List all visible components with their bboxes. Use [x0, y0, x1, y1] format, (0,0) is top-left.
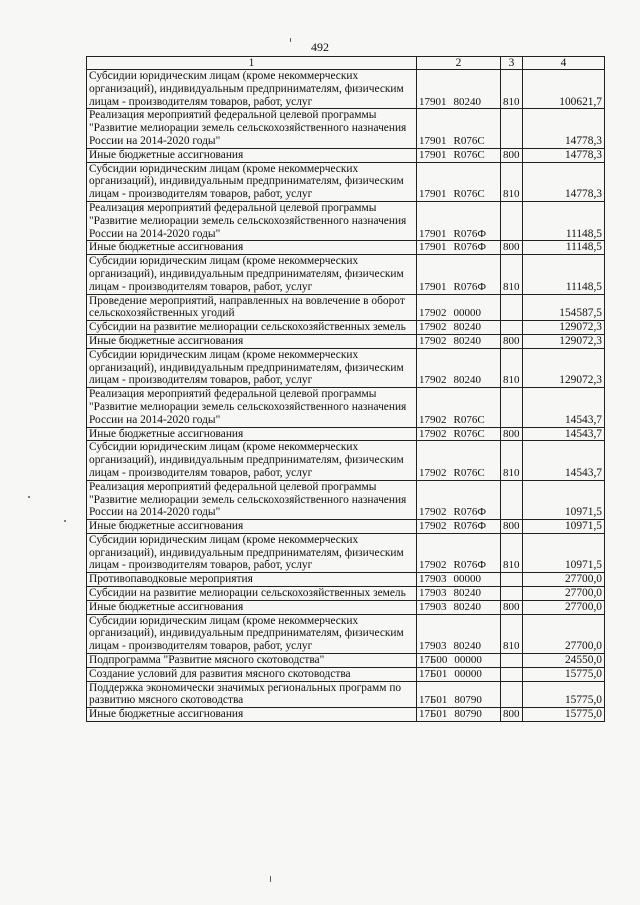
row-amount: 10971,5	[523, 533, 605, 572]
row-code	[417, 109, 501, 148]
row-amount: 14543,7	[523, 441, 605, 480]
row-code	[417, 533, 501, 572]
row-name: Реализация мероприятий федеральной целевой программы "Развитие мелиорации земель сельскохозяйственного назначения России на 2014-2020 годы"	[87, 388, 417, 427]
row-code-program: 17902	[419, 506, 447, 519]
row-name: Субсидии юридическим лицам (кроме некоммерческих организаций), индивидуальным предпринимателям, физическим лицам - производителям товаров, работ, услуг	[87, 162, 417, 201]
row-code-direction: R076C	[453, 188, 485, 201]
row-expense-type	[501, 201, 523, 240]
table-row	[87, 614, 605, 653]
row-expense-type	[501, 388, 523, 427]
row-name: Иные бюджетные ассигнования	[87, 427, 417, 441]
row-code	[417, 162, 501, 201]
row-amount: 129072,3	[523, 334, 605, 348]
row-expense-type: 810	[501, 614, 523, 653]
row-name: Реализация мероприятий федеральной целевой программы "Развитие мелиорации земель сельскохозяйственного назначения России на 2014-2020 годы"	[87, 201, 417, 240]
row-code-program: 17901	[419, 148, 447, 161]
table-row	[87, 109, 605, 148]
row-code	[417, 255, 501, 294]
table-row	[87, 427, 605, 441]
row-code-program: 17901	[419, 134, 447, 147]
row-code-direction: 00000	[453, 307, 481, 320]
row-name: Поддержка экономически значимых региональных программ по развитию мясного скотоводства	[87, 681, 417, 708]
row-amount: 154587,5	[523, 294, 605, 321]
row-expense-type: 800	[501, 148, 523, 162]
row-code	[417, 654, 501, 668]
row-expense-type	[501, 573, 523, 587]
row-name: Подпрограмма "Развитие мясного скотоводства"	[87, 654, 417, 668]
row-code-direction: 00000	[454, 654, 482, 667]
row-code-direction: 80240	[453, 600, 481, 613]
row-expense-type: 810	[501, 348, 523, 387]
row-code-direction: R076Ф	[453, 559, 487, 572]
row-expense-type	[501, 321, 523, 335]
row-name: Иные бюджетные ассигнования	[87, 334, 417, 348]
budget-table	[86, 56, 605, 722]
row-code-direction: R076C	[453, 134, 485, 147]
row-name: Субсидии юридическим лицам (кроме некоммерческих организаций), индивидуальным предпринимателям, физическим лицам - производителям товаров, работ, услуг	[87, 255, 417, 294]
table-row	[87, 201, 605, 240]
column-header-2: 2	[417, 57, 501, 70]
row-amount: 100621,7	[523, 70, 605, 109]
column-header-4: 4	[523, 57, 605, 70]
row-code-direction: R076Ф	[453, 280, 487, 293]
row-expense-type	[501, 480, 523, 519]
row-code	[417, 441, 501, 480]
table-row	[87, 667, 605, 681]
row-name: Субсидии на развитие мелиорации сельскохозяйственных земель	[87, 587, 417, 601]
row-amount: 11148,5	[523, 255, 605, 294]
row-code	[417, 573, 501, 587]
row-code-direction: 80240	[453, 374, 481, 387]
row-amount: 27700,0	[523, 587, 605, 601]
row-amount: 27700,0	[523, 600, 605, 614]
row-expense-type	[501, 587, 523, 601]
row-code	[417, 201, 501, 240]
table-row	[87, 708, 605, 722]
row-amount: 14778,3	[523, 148, 605, 162]
row-name: Субсидии юридическим лицам (кроме некоммерческих организаций), индивидуальным предпринимателям, физическим лицам - производителям товаров, работ, услуг	[87, 533, 417, 572]
row-code-direction: 80790	[454, 708, 482, 721]
row-code	[417, 348, 501, 387]
row-amount: 14543,7	[523, 388, 605, 427]
row-name: Реализация мероприятий федеральной целевой программы "Развитие мелиорации земель сельскохозяйственного назначения России на 2014-2020 годы"	[87, 480, 417, 519]
table-row	[87, 388, 605, 427]
row-amount: 27700,0	[523, 614, 605, 653]
row-expense-type	[501, 109, 523, 148]
row-amount: 129072,3	[523, 321, 605, 335]
row-name: Иные бюджетные ассигнования	[87, 148, 417, 162]
row-code-program: 17902	[419, 321, 447, 334]
row-amount: 10971,5	[523, 520, 605, 534]
row-expense-type	[501, 294, 523, 321]
table-row	[87, 334, 605, 348]
row-amount: 14543,7	[523, 427, 605, 441]
row-amount: 15775,0	[523, 708, 605, 722]
row-name: Субсидии на развитие мелиорации сельскохозяйственных земель	[87, 321, 417, 335]
row-code-direction: 80240	[453, 587, 481, 600]
table-row	[87, 480, 605, 519]
row-name: Субсидии юридическим лицам (кроме некоммерческих организаций), индивидуальным предпринимателям, физическим лицам - производителям товаров, работ, услуг	[87, 441, 417, 480]
row-code-program: 17Б01	[419, 694, 448, 707]
row-code-program: 17902	[419, 307, 447, 320]
row-code	[417, 427, 501, 441]
row-name: Иные бюджетные ассигнования	[87, 241, 417, 255]
row-code-program: 17903	[419, 587, 447, 600]
row-code	[417, 148, 501, 162]
row-expense-type: 810	[501, 255, 523, 294]
row-code-program: 17902	[419, 520, 447, 533]
row-code	[417, 334, 501, 348]
row-code-program: 17902	[419, 334, 447, 347]
row-code-direction: 80240	[453, 334, 481, 347]
scan-dot	[290, 38, 291, 42]
row-code-program: 17903	[419, 573, 447, 586]
row-code-direction: R076C	[453, 466, 485, 479]
row-name: Противопаводковые мероприятия	[87, 573, 417, 587]
row-code	[417, 241, 501, 255]
row-expense-type: 800	[501, 334, 523, 348]
row-expense-type: 810	[501, 162, 523, 201]
row-code-direction: R076Ф	[453, 227, 487, 240]
table-row	[87, 441, 605, 480]
row-amount: 15775,0	[523, 667, 605, 681]
row-code	[417, 708, 501, 722]
table-row	[87, 321, 605, 335]
row-code-program: 17901	[419, 280, 447, 293]
table-row	[87, 348, 605, 387]
row-code	[417, 600, 501, 614]
row-code-direction: 00000	[453, 573, 481, 586]
row-expense-type: 810	[501, 533, 523, 572]
row-expense-type	[501, 667, 523, 681]
row-code-program: 17Б00	[419, 654, 448, 667]
row-code-direction: 80240	[453, 640, 481, 653]
row-code	[417, 667, 501, 681]
row-code-program: 17901	[419, 241, 447, 254]
row-code-program: 17901	[419, 95, 447, 108]
row-code	[417, 480, 501, 519]
row-name: Субсидии юридическим лицам (кроме некоммерческих организаций), индивидуальным предпринимателям, физическим лицам - производителям товаров, работ, услуг	[87, 614, 417, 653]
row-code-program: 17901	[419, 227, 447, 240]
table-row	[87, 587, 605, 601]
table-row	[87, 162, 605, 201]
row-name: Иные бюджетные ассигнования	[87, 708, 417, 722]
row-code-program: 17903	[419, 640, 447, 653]
row-expense-type	[501, 681, 523, 708]
row-code	[417, 587, 501, 601]
row-code-direction: 80240	[453, 95, 481, 108]
row-code	[417, 321, 501, 335]
scan-dot	[64, 520, 66, 522]
page-number: 492	[311, 40, 329, 54]
row-code	[417, 388, 501, 427]
table-row	[87, 241, 605, 255]
table-row	[87, 533, 605, 572]
row-expense-type: 800	[501, 600, 523, 614]
row-code-direction: R076C	[453, 148, 485, 161]
table-row	[87, 573, 605, 587]
column-header-1: 1	[87, 57, 417, 70]
row-code	[417, 294, 501, 321]
row-code-program: 17902	[419, 374, 447, 387]
row-code-direction: 80790	[454, 694, 482, 707]
row-expense-type	[501, 654, 523, 668]
row-code-program: 17901	[419, 188, 447, 201]
row-expense-type: 810	[501, 70, 523, 109]
table-row	[87, 148, 605, 162]
row-expense-type: 810	[501, 441, 523, 480]
header-row	[87, 57, 605, 70]
row-expense-type: 800	[501, 520, 523, 534]
row-name: Иные бюджетные ассигнования	[87, 600, 417, 614]
row-code	[417, 681, 501, 708]
table-row	[87, 600, 605, 614]
row-name: Иные бюджетные ассигнования	[87, 520, 417, 534]
row-code-direction: R076Ф	[453, 520, 487, 533]
row-amount: 27700,0	[523, 573, 605, 587]
table-header	[87, 57, 605, 70]
row-code-program: 17902	[419, 559, 447, 572]
scan-dot	[270, 876, 271, 882]
table-row	[87, 255, 605, 294]
row-code-direction: R076C	[453, 413, 485, 426]
row-code-program: 17903	[419, 600, 447, 613]
table-row	[87, 294, 605, 321]
row-amount: 11148,5	[523, 241, 605, 255]
table-body	[87, 70, 605, 722]
row-name: Реализация мероприятий федеральной целевой программы "Развитие мелиорации земель сельскохозяйственного назначения России на 2014-2020 годы"	[87, 109, 417, 148]
row-amount: 14778,3	[523, 109, 605, 148]
row-code-program: 17902	[419, 466, 447, 479]
table-row	[87, 681, 605, 708]
row-code-direction: R076Ф	[453, 241, 487, 254]
row-amount: 15775,0	[523, 681, 605, 708]
row-code-program: 17902	[419, 427, 447, 440]
row-code-program: 17Б01	[419, 708, 448, 721]
row-code-program: 17902	[419, 413, 447, 426]
row-code	[417, 520, 501, 534]
scan-dot	[28, 496, 30, 498]
row-amount: 129072,3	[523, 348, 605, 387]
row-code-direction: R076Ф	[453, 506, 487, 519]
row-code-direction: 00000	[454, 667, 482, 680]
row-expense-type: 800	[501, 427, 523, 441]
row-code	[417, 614, 501, 653]
row-name: Субсидии юридическим лицам (кроме некоммерческих организаций), индивидуальным предпринимателям, физическим лицам - производителям товаров, работ, услуг	[87, 348, 417, 387]
row-code-direction: 80240	[453, 321, 481, 334]
row-name: Субсидии юридическим лицам (кроме некоммерческих организаций), индивидуальным предпринимателям, физическим лицам - производителям товаров, работ, услуг	[87, 70, 417, 109]
table-row	[87, 70, 605, 109]
column-header-3: 3	[501, 57, 523, 70]
row-amount: 11148,5	[523, 201, 605, 240]
row-amount: 10971,5	[523, 480, 605, 519]
row-code	[417, 70, 501, 109]
row-name: Создание условий для развития мясного скотоводства	[87, 667, 417, 681]
row-code-program: 17Б01	[419, 667, 448, 680]
row-code-direction: R076C	[453, 427, 485, 440]
row-amount: 14778,3	[523, 162, 605, 201]
row-amount: 24550,0	[523, 654, 605, 668]
table-row	[87, 520, 605, 534]
table-row	[87, 654, 605, 668]
row-expense-type: 800	[501, 708, 523, 722]
row-name: Проведение мероприятий, направленных на вовлечение в оборот сельскохозяйственных угодий	[87, 294, 417, 321]
row-expense-type: 800	[501, 241, 523, 255]
